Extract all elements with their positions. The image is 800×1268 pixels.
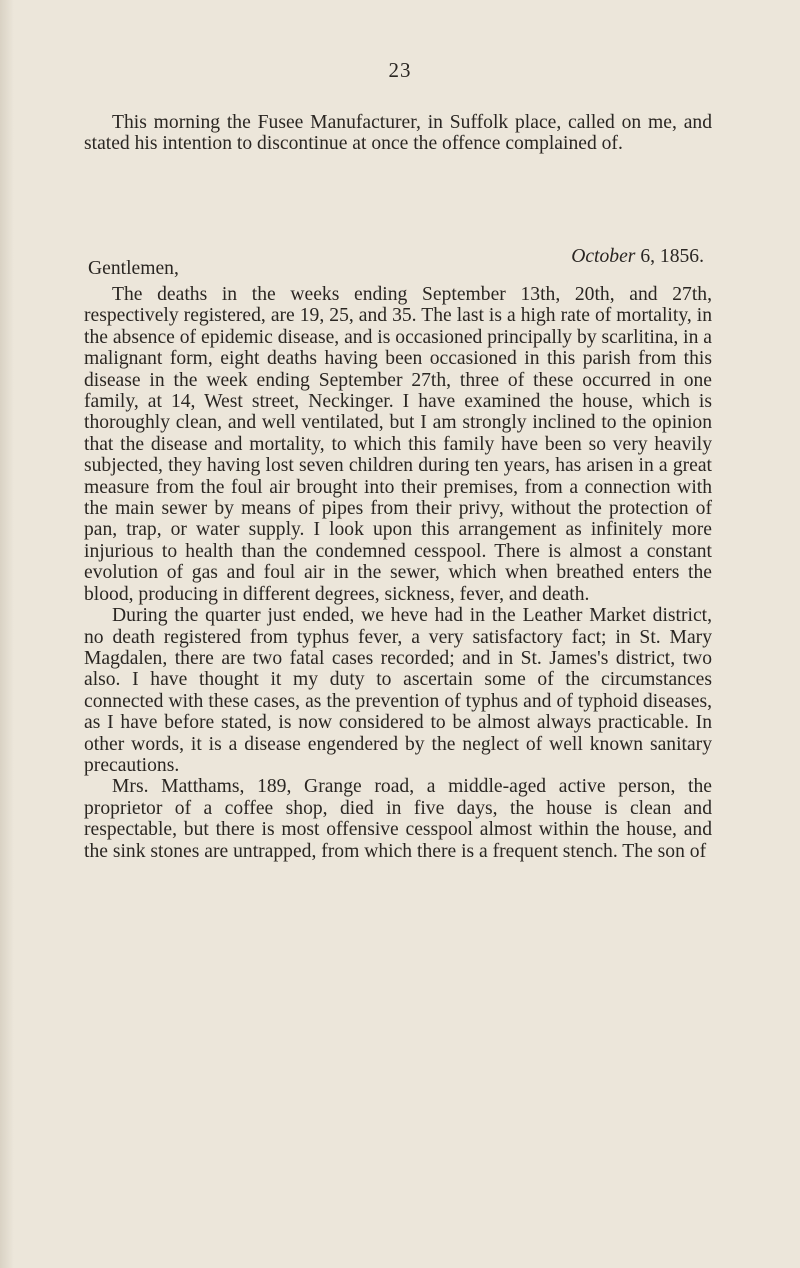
body-paragraph-3: Mrs. Matthams, 189, Grange road, a middle-aged active person, the proprietor of a coffee shop, died in five days, the house is clean and respectable, but there is most offensive cesspool almost within the house, and the sink stones are untrapped, from which there is a frequent stench. The son of xyxy=(84,776,712,862)
salutation: Gentlemen, xyxy=(88,258,179,279)
intro-paragraph: This morning the Fusee Manufacturer, in Suffolk place, called on me, and stated his intention to discontinue at once the offence complained of. xyxy=(84,112,712,155)
page-number: 23 xyxy=(388,58,412,82)
body-paragraph-1: The deaths in the weeks ending September 13th, 20th, and 27th, respectively registered, are 19, 25, and 35. The last is a high rate of mortality, in the absence of epidemic disease, and is occasioned principally by scarlitina, in a malignant form, eight deaths having been occasioned in this parish from this disease in the week ending September 27th, three of these occurred in one family, at 14, West street, Neckinger. I have examined the house, which is thoroughly clean, and well ventilated, but I am strongly inclined to the opinion that the disease and mortality, to which this family have been so very heavily subjected, they having lost seven children during ten years, has arisen in a great measure from the foul air brought into their premises, from a connection with the main sewer by means of pipes from their privy, without the protection of pan, trap, or water supply. I look upon this arrangement as infinitely more injurious to health than the condemned cesspool. There is almost a constant evolution of gas and foul air in the sewer, which when breathed enters the blood, producing in different degrees, sickness, fever, and death. xyxy=(84,284,712,605)
body-paragraph-2: During the quarter just ended, we heve had in the Leather Market district, no death registered from typhus fever, a very satisfactory fact; in St. Mary Magdalen, there are two fatal cases recorded; and in St. James's district, two also. I have thought it my duty to ascertain some of the circumstances connected with these cases, as the prevention of typhus and of typhoid diseases, as I have before stated, is now considered to be almost always practicable. In other words, it is a disease engendered by the neglect of well known sanitary precautions. xyxy=(84,605,712,776)
letter-date xyxy=(571,246,704,268)
page-edge-shadow xyxy=(0,0,14,1268)
date-month: October xyxy=(571,246,636,267)
date-rest: 6, 1856. xyxy=(635,246,704,267)
letter-body xyxy=(84,284,712,862)
intro-block xyxy=(84,112,712,155)
